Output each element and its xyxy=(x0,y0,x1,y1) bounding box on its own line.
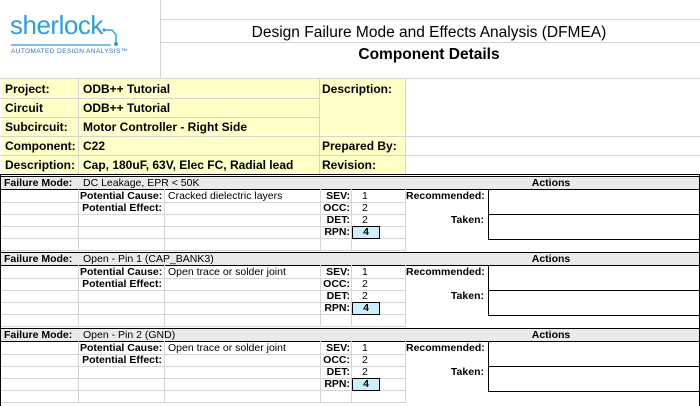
recommended-label: Recommended: xyxy=(406,266,485,278)
description-right-label: Description: xyxy=(322,82,393,96)
potential-cause-value: Open trace or solder joint xyxy=(168,342,286,354)
project-label: Project: xyxy=(5,82,50,96)
component-label: Component: xyxy=(5,139,76,153)
potential-cause-label: Potential Cause: xyxy=(80,342,163,354)
potential-cause-label: Potential Cause: xyxy=(80,190,163,202)
component-value: C22 xyxy=(83,139,106,153)
subcircuit-label: Subcircuit: xyxy=(5,120,68,134)
failure-mode-label: Failure Mode: xyxy=(4,329,73,341)
circuit-label: Circuit xyxy=(5,101,44,115)
occ-value: 2 xyxy=(362,278,368,290)
logo-tagline: AUTOMATED DESIGN ANALYSIS™ xyxy=(11,48,128,55)
rpn-value: 4 xyxy=(352,302,380,315)
taken-label: Taken: xyxy=(450,214,484,226)
potential-effect-label: Potential Effect: xyxy=(82,202,162,214)
page-title: Design Failure Mode and Effects Analysis (DFMEA) xyxy=(251,24,607,41)
occ-label: OCC: xyxy=(323,202,350,214)
potential-cause-value: Cracked dielectric layers xyxy=(168,190,283,202)
taken-action-field[interactable] xyxy=(488,366,700,392)
sherlock-logo xyxy=(6,6,156,66)
rpn-value: 4 xyxy=(352,378,380,391)
det-label: DET: xyxy=(326,290,350,302)
rpn-label: RPN: xyxy=(324,302,350,314)
sev-value: 1 xyxy=(362,266,368,278)
taken-label: Taken: xyxy=(450,290,484,302)
prepared-by-label: Prepared By: xyxy=(322,139,397,153)
taken-action-field[interactable] xyxy=(488,290,700,316)
description-value: Cap, 180uF, 63V, Elec FC, Radial lead xyxy=(83,158,294,172)
failure-mode-value: DC Leakage, EPR < 50K xyxy=(83,177,200,189)
page-subtitle: Component Details xyxy=(358,46,500,63)
sev-value: 1 xyxy=(362,342,368,354)
recommended-action-field[interactable] xyxy=(488,189,700,215)
sev-label: SEV: xyxy=(326,266,350,278)
recommended-action-field[interactable] xyxy=(488,265,700,291)
taken-label: Taken: xyxy=(450,366,484,378)
det-value: 2 xyxy=(362,214,368,226)
recommended-action-field[interactable] xyxy=(488,341,700,367)
potential-cause-label: Potential Cause: xyxy=(80,266,163,278)
occ-label: OCC: xyxy=(323,354,350,366)
occ-value: 2 xyxy=(362,354,368,366)
actions-header: Actions xyxy=(531,177,571,189)
occ-label: OCC: xyxy=(323,278,350,290)
failure-mode-value: Open - Pin 2 (GND) xyxy=(83,329,176,341)
logo-rule xyxy=(11,44,111,46)
rpn-label: RPN: xyxy=(324,378,350,390)
failure-mode-label: Failure Mode: xyxy=(4,253,73,265)
potential-cause-value: Open trace or solder joint xyxy=(168,266,286,278)
failure-mode-value: Open - Pin 1 (CAP_BANK3) xyxy=(83,253,214,265)
circuit-value: ODB++ Tutorial xyxy=(83,101,171,115)
failure-mode-label: Failure Mode: xyxy=(4,177,73,189)
sev-label: SEV: xyxy=(326,342,350,354)
det-label: DET: xyxy=(326,214,350,226)
description-label: Description: xyxy=(5,158,76,172)
det-value: 2 xyxy=(362,290,368,302)
subcircuit-value: Motor Controller - Right Side xyxy=(83,120,247,134)
potential-effect-label: Potential Effect: xyxy=(82,354,162,366)
project-value: ODB++ Tutorial xyxy=(83,82,171,96)
revision-label: Revision: xyxy=(322,158,377,172)
sev-label: SEV: xyxy=(326,190,350,202)
rpn-value: 4 xyxy=(352,226,380,239)
logo-wordmark: sherlock xyxy=(10,10,103,40)
occ-value: 2 xyxy=(362,202,368,214)
actions-header: Actions xyxy=(531,253,571,265)
actions-header: Actions xyxy=(531,329,571,341)
sev-value: 1 xyxy=(362,190,368,202)
recommended-label: Recommended: xyxy=(406,190,485,202)
potential-effect-label: Potential Effect: xyxy=(82,278,162,290)
det-label: DET: xyxy=(326,366,350,378)
taken-action-field[interactable] xyxy=(488,214,700,240)
rpn-label: RPN: xyxy=(324,226,350,238)
det-value: 2 xyxy=(362,366,368,378)
recommended-label: Recommended: xyxy=(406,342,485,354)
